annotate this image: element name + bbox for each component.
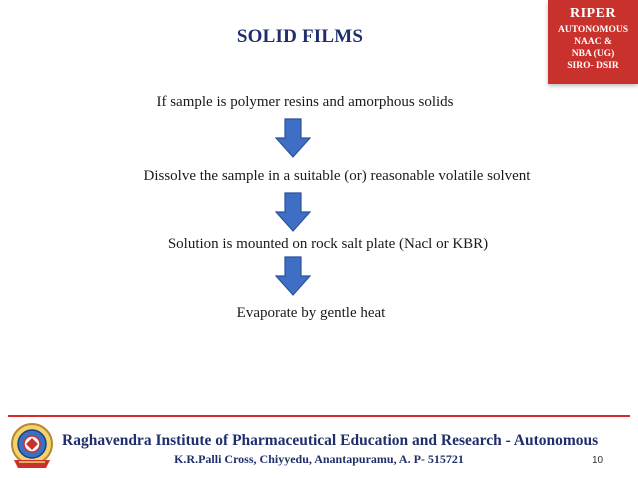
institute-name: Raghavendra Institute of Pharmaceutical Education and Research - Autonomous — [62, 432, 599, 449]
badge-line-siro: SIRO- DSIR — [567, 61, 619, 71]
badge-line-nba: NBA (UG) — [571, 49, 615, 59]
riper-badge — [548, 0, 638, 84]
step-1-text: If sample is polymer resins and amorphous solids — [156, 94, 454, 110]
badge-title: RIPER — [569, 6, 617, 21]
down-arrow-icon — [275, 192, 311, 232]
footer-divider — [8, 415, 630, 417]
down-arrow-icon — [275, 256, 311, 296]
badge-line-naac: NAAC & — [574, 37, 612, 47]
slide-title: SOLID FILMS — [236, 26, 364, 47]
page-number: 10 — [592, 455, 604, 466]
step-4-text: Evaporate by gentle heat — [236, 305, 386, 321]
institute-address: K.R.Palli Cross, Chiyyedu, Anantapuramu, A. P- 515721 — [174, 452, 464, 466]
down-arrow-icon — [275, 118, 311, 158]
step-3-text: Solution is mounted on rock salt plate (Nacl or KBR) — [167, 236, 489, 252]
badge-line-autonomous: AUTONOMOUS — [557, 25, 629, 35]
step-2-text: Dissolve the sample in a suitable (or) reasonable volatile solvent — [143, 168, 531, 184]
